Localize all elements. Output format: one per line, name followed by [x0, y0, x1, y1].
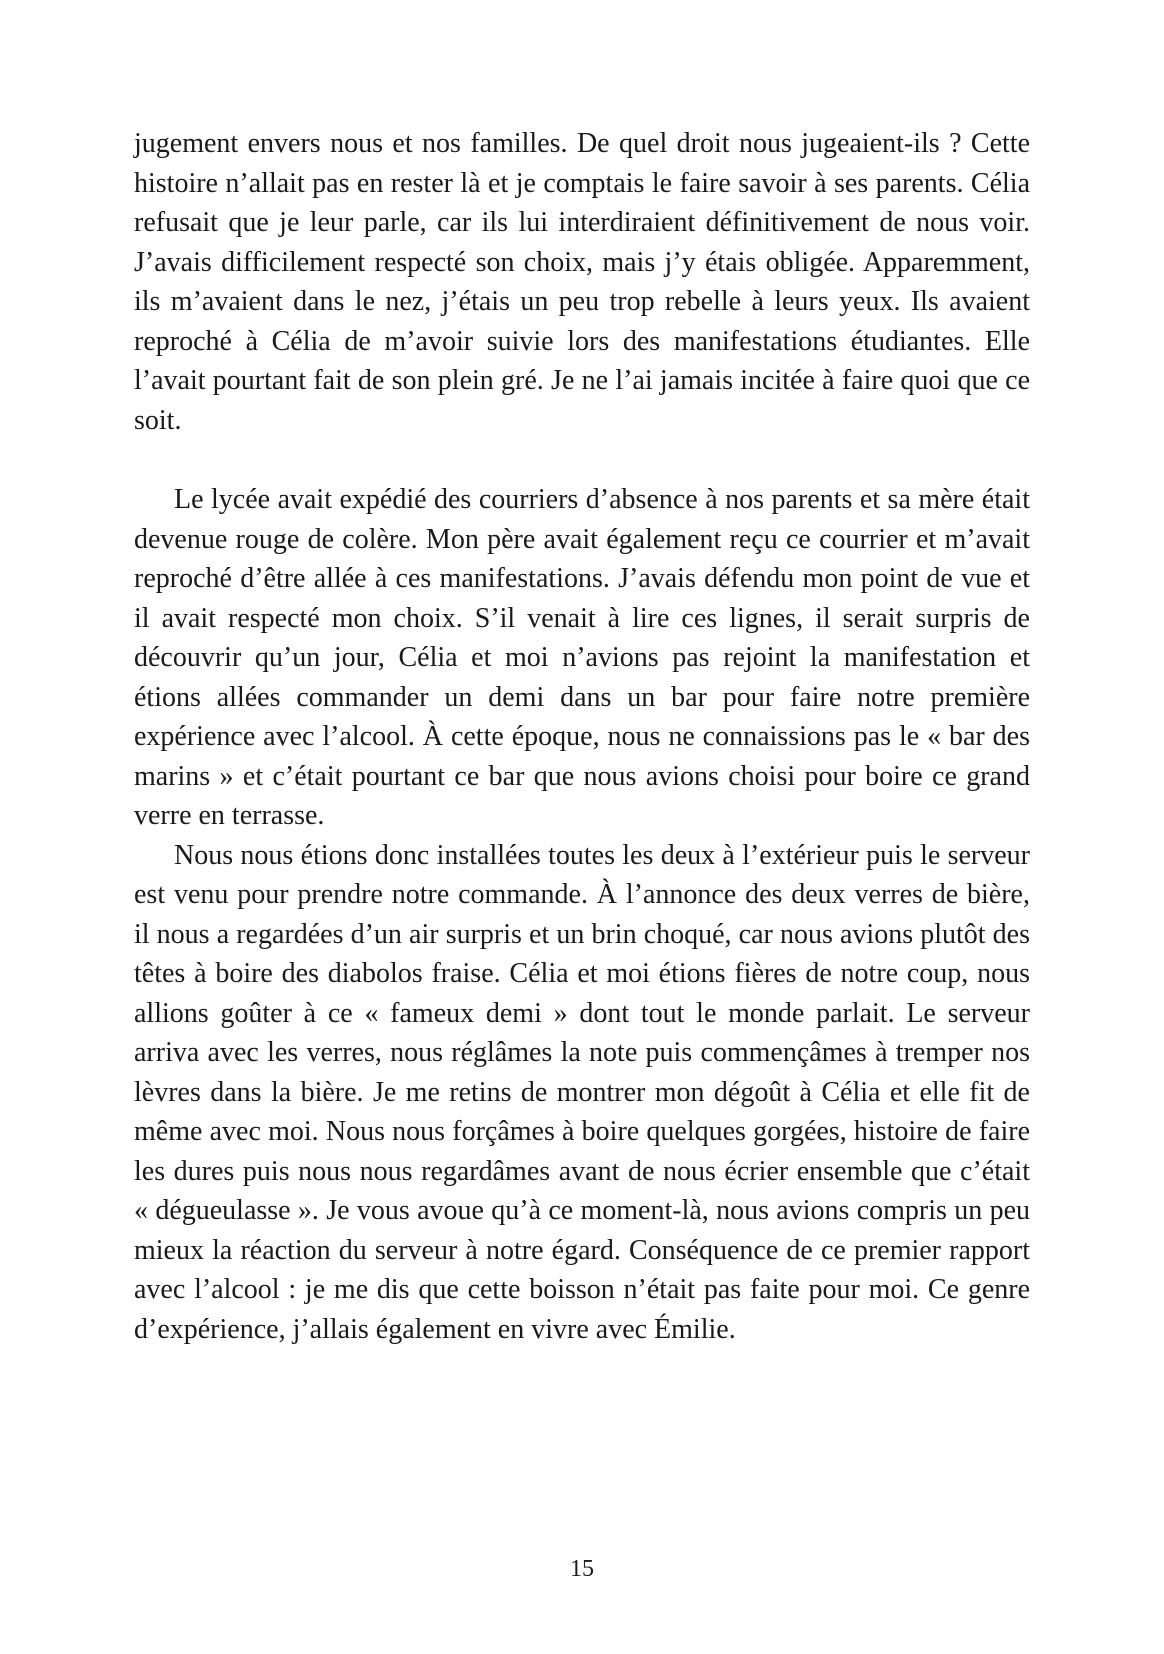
paragraph-absence-letters: Le lycée avait expédié des courriers d’absence à nos parents et sa mère était devenue rouge de colère. Mon père avait également reçu ce courrier et m’avait reproché d’être allée à ces manifestations. J’avais défendu mon point de vue et il avait respecté mon choix. S’il venait à lire ces lignes, il serait surpris de découvrir qu’un jour, Célia et moi n’avions pas rejoint la manifestation et étions allées commander un demi dans un bar pour faire notre première expérience avec l’alcool. À cette époque, nous ne connaissions pas le « bar des marins » et c’était pourtant ce bar que nous avions choisi pour boire ce grand verre en terrasse. [134, 484, 1030, 831]
paragraph-first-beer: Nous nous étions donc installées toutes les deux à l’extérieur puis le serveur est venu pour prendre notre commande. À l’annonce des deux verres de bière, il nous a regardées d’un air surpris et un brin choqué, car nous avions plutôt des têtes à boire des diabolos fraise. Célia et moi étions fières de notre coup, nous allions goûter à ce « fameux demi » dont tout le monde parlait. Le serveur arriva avec les verres, nous réglâmes la note puis commençâmes à tremper nos lèvres dans la bière. Je me retins de montrer mon dégoût à Célia et elle fit de même avec moi. Nous nous forçâmes à boire quelques gorgées, histoire de faire les dures puis nous nous regardâmes avant de nous écrier ensemble que c’était « dégueulasse ». Je vous avoue qu’à ce moment-là, nous avions compris un peu mieux la réaction du serveur à notre égard. Conséquence de ce premier rapport avec l’alcool : je me dis que cette boisson n’était pas faite pour moi. Ce genre d’expérience, j’allais également en vivre avec Émilie. [134, 839, 1030, 1345]
body-text [134, 124, 1030, 1349]
paragraph-continuation: jugement envers nous et nos familles. De quel droit nous jugeaient-ils ? Cette histoire n’allait pas en rester là et je comptais le faire savoir à ses parents. Célia refusait que je leur parle, car ils lui interdiraient définitivement de nous voir. J’avais difficilement respecté son choix, mais j’y étais obligée. Apparemment, ils m’avaient dans le nez, j’étais un peu trop rebelle à leurs yeux. Ils avaient reproché à Célia de m’avoir suivie lors des manifestations étudiantes. Elle l’avait pourtant fait de son plein gré. Je ne l’ai jamais incitée à faire quoi que ce soit. [134, 128, 1030, 436]
page-number: 15 [570, 1556, 594, 1582]
